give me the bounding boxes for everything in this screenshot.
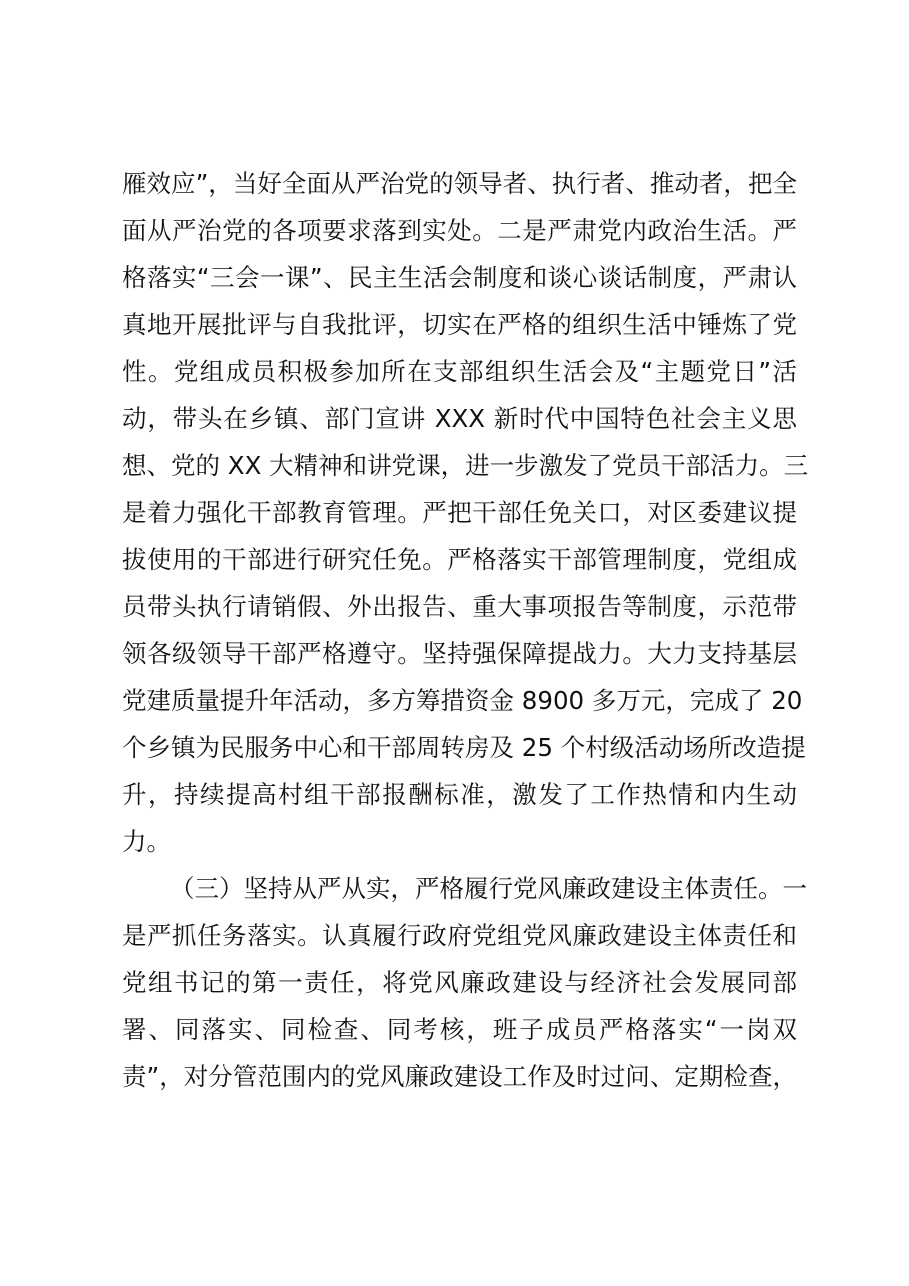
text-line: 性。党组成员积极参加所在支部组织生活会及“主题党日”活	[122, 357, 797, 386]
text-line: 领各级领导干部严格遵守。坚持强保障提战力。大力支持基层	[122, 639, 797, 668]
text-line: 党建质量提升年活动，多方筹措资金 8900 多万元，完成了 20	[122, 686, 803, 715]
text-line: 个乡镇为民服务中心和干部周转房及 25 个村级活动场所改造提	[122, 733, 806, 762]
section-heading-line: （三）坚持从严从实，严格履行党风廉政建设主体责任。一	[170, 874, 807, 903]
text-line: 是着力强化干部教育管理。严把干部任免关口，对区委建议提	[122, 498, 797, 527]
text-line: 面从严治党的各项要求落到实处。二是严肃党内政治生活。严	[122, 216, 797, 245]
text-line: 力。	[122, 827, 171, 856]
text-line: 党组书记的第一责任，将党风廉政建设与经济社会发展同部	[122, 968, 797, 997]
text-line: 格落实“三会一课”、民主生活会制度和谈心谈话制度，严肃认	[122, 263, 797, 292]
text-line: 署、同落实、同检查、同考核，班子成员严格落实“一岗双	[122, 1015, 797, 1044]
text-line: 责”，对分管范围内的党风廉政建设工作及时过问、定期检查，	[122, 1062, 797, 1091]
text-line: 员带头执行请销假、外出报告、重大事项报告等制度，示范带	[122, 592, 797, 621]
text-line: 动，带头在乡镇、部门宣讲 XXX 新时代中国特色社会主义思	[122, 404, 797, 433]
text-line: 拔使用的干部进行研究任免。严格落实干部管理制度，党组成	[122, 545, 797, 574]
text-line: 真地开展批评与自我批评，切实在严格的组织生活中锤炼了党	[122, 310, 797, 339]
text-line: 升，持续提高村组干部报酬标准，激发了工作热情和内生动	[122, 780, 797, 809]
text-line: 是严抓任务落实。认真履行政府党组党风廉政建设主体责任和	[122, 921, 797, 950]
text-line: 雁效应”，当好全面从严治党的领导者、执行者、推动者，把全	[122, 169, 797, 198]
text-line: 想、党的 XX 大精神和讲党课，进一步激发了党员干部活力。三	[122, 451, 809, 480]
